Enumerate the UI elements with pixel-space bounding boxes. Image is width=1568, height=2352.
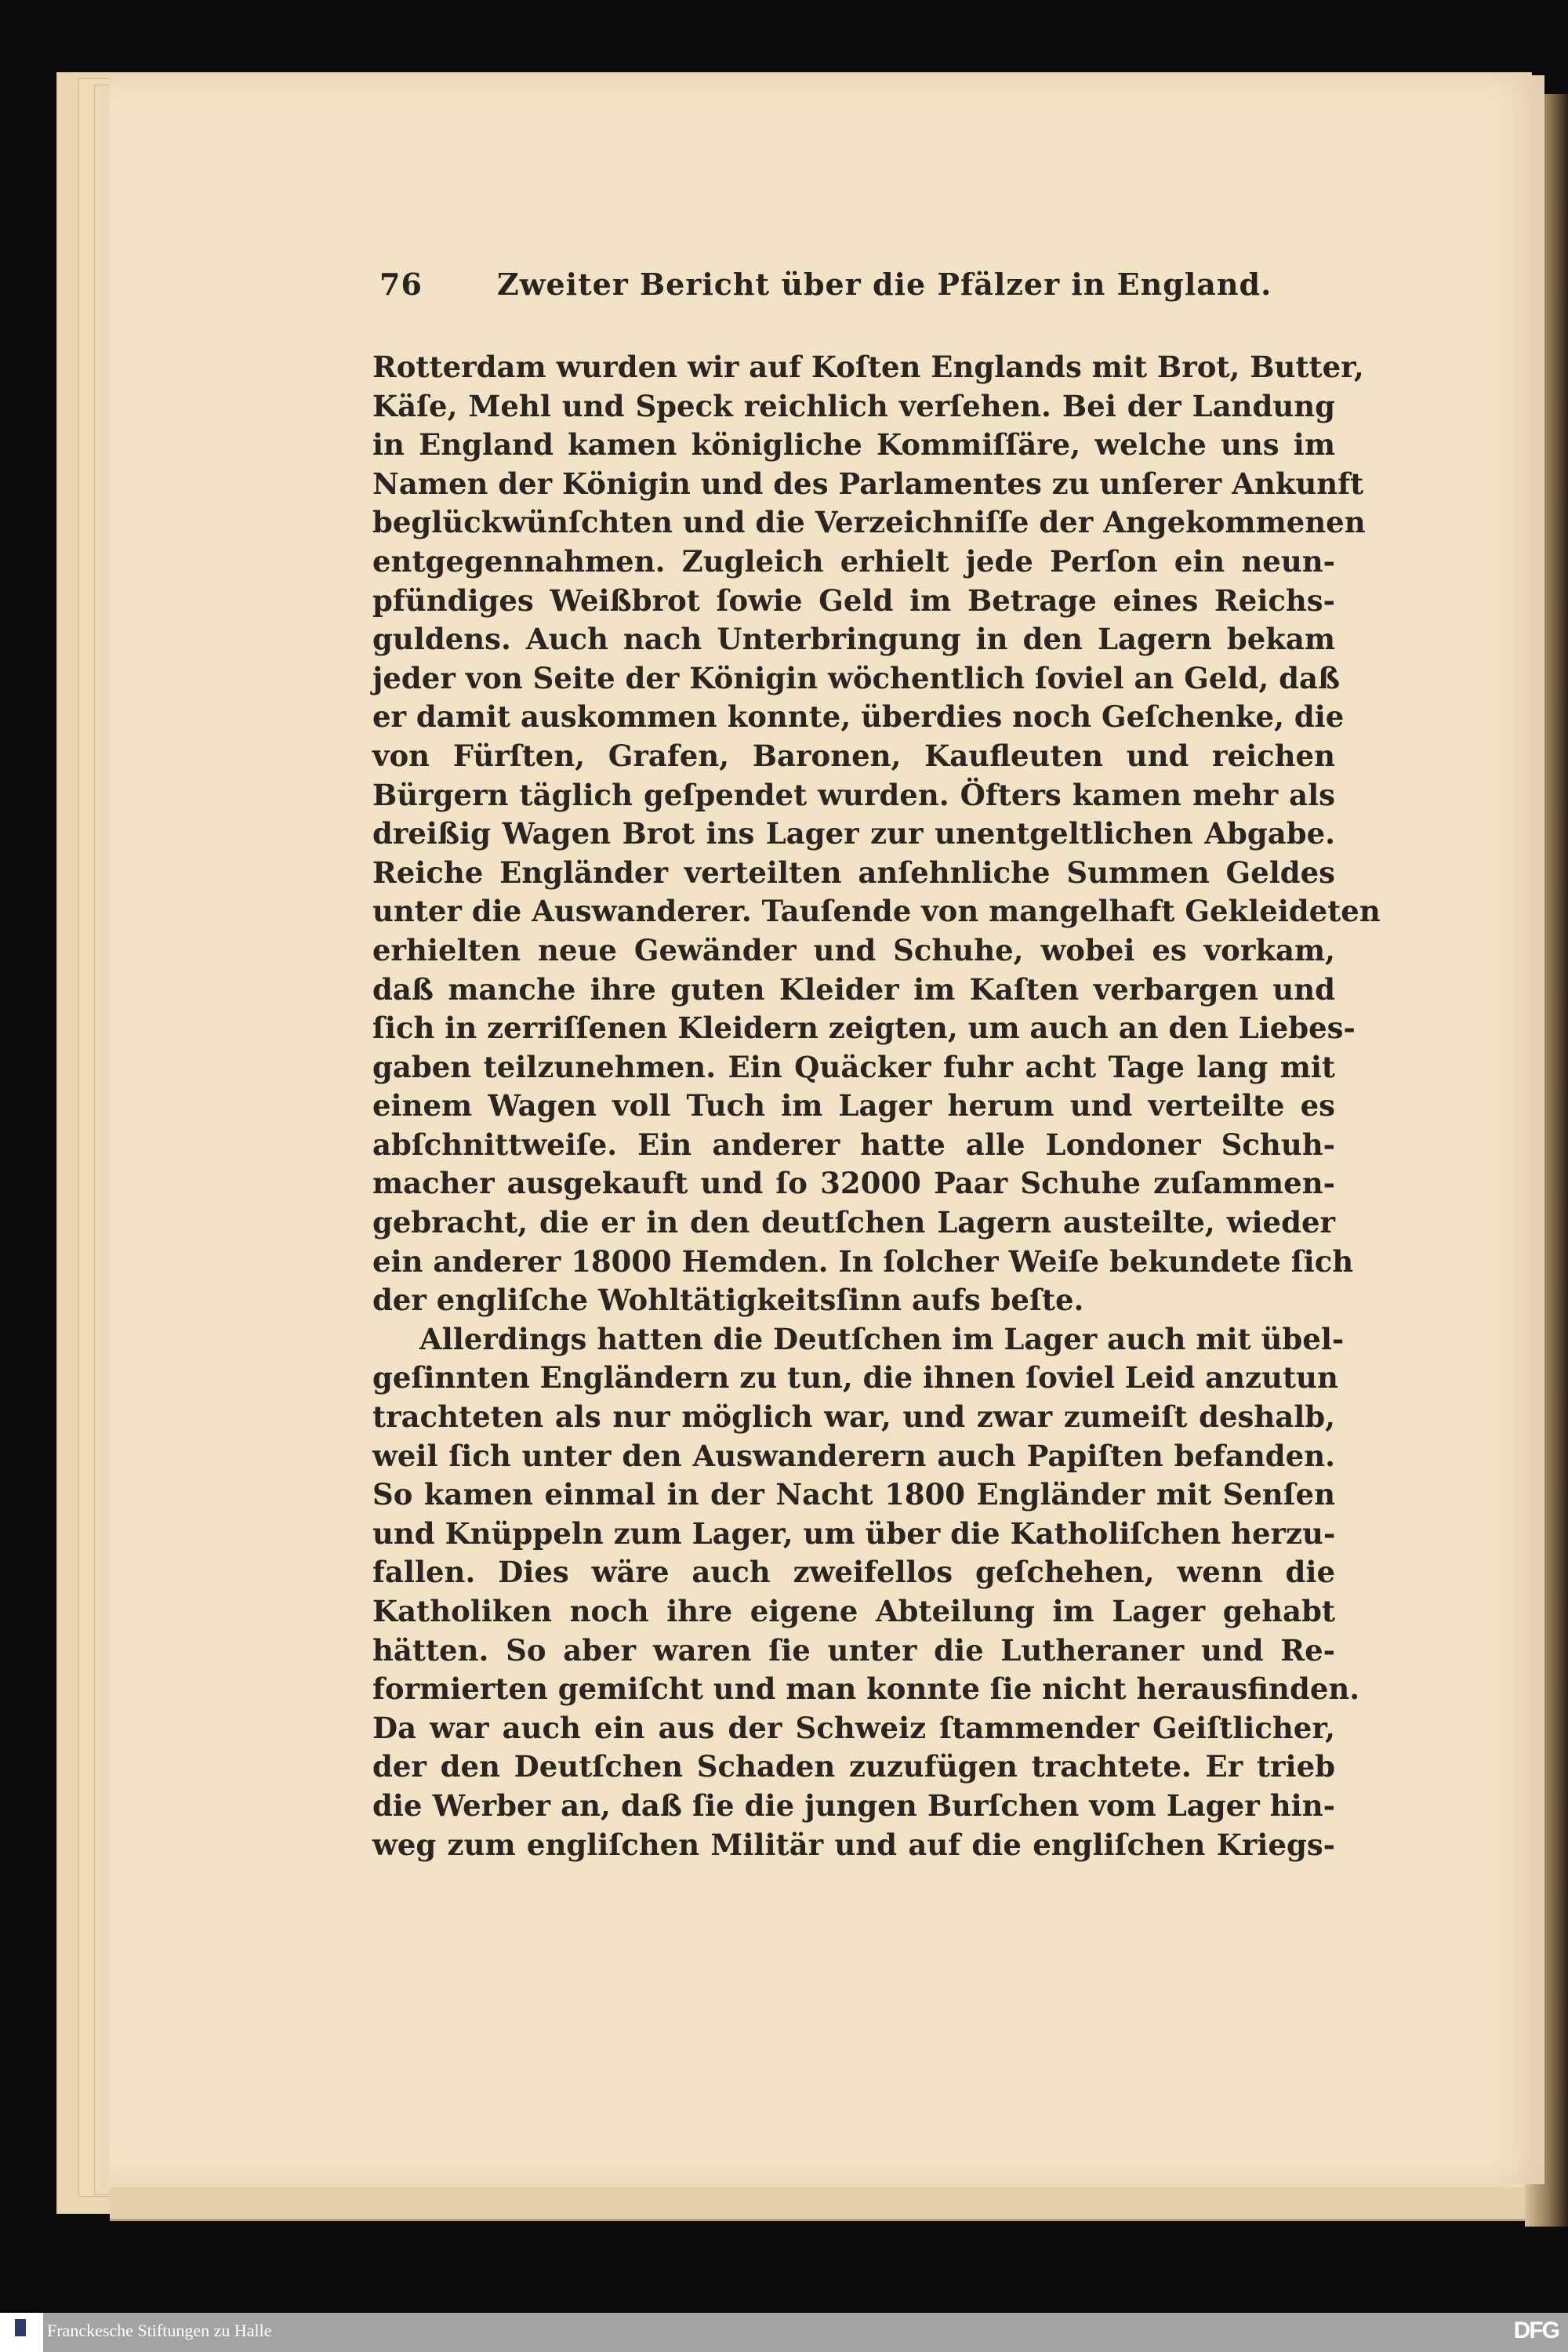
text-line: von Fürſten, Grafen, Baronen, Kaufleuten und reichen: [372, 738, 1335, 773]
text-line: ein anderer 18000 Hemden. In ſolcher Weiſe bekundete ſich: [372, 1243, 1354, 1279]
text-line: der engliſche Wohltätigkeitsſinn aufs beſte.: [372, 1283, 1084, 1318]
running-header: [379, 267, 1352, 302]
page-stack-bottom-edge: [110, 2187, 1544, 2221]
text-line: weg zum engliſchen Militär und auf die engliſchen Kriegs-: [372, 1827, 1335, 1862]
text-line: jeder von Seite der Königin wöchentlich ſoviel an Geld, daß: [372, 660, 1341, 695]
text-line: gebracht, die er in den deutſchen Lagern austeilte, wieder: [372, 1205, 1335, 1240]
text-line: So kamen einmal in der Nacht 1800 Engländer mit Senſen: [372, 1477, 1335, 1512]
text-line: die Werber an, daß ſie die jungen Burſchen vom Lager hin-: [372, 1788, 1335, 1823]
text-line: Käſe, Mehl und Speck reichlich verſehen. Bei der Landung: [372, 388, 1335, 423]
text-line: daß manche ihre guten Kleider im Kaſten verbargen und: [372, 971, 1335, 1007]
text-line: fallen. Dies wäre auch zweifellos geſchehen, wenn die: [372, 1555, 1335, 1590]
text-line: erhielten neue Gewänder und Schuhe, wobei es vorkam,: [372, 932, 1335, 967]
viewer-footer-bar: [0, 2313, 1568, 2352]
dfg-logo: DFG: [1513, 2318, 1559, 2343]
page-number: 76: [379, 267, 423, 302]
page-body-text: [372, 348, 1381, 1864]
institution-logo: [0, 2313, 43, 2352]
text-line: Bürgern täglich geſpendet wurden. Öfters kamen mehr als: [372, 777, 1335, 812]
text-line: guldens. Auch nach Unterbringung in den Lagern bekam: [372, 622, 1335, 657]
text-line: Da war auch ein aus der Schweiz ſtammender Geiſtlicher,: [372, 1710, 1335, 1745]
text-line: hätten. So aber waren ſie unter die Lutheraner und Re-: [372, 1632, 1335, 1668]
text-line: und Knüppeln zum Lager, um über die Katholiſchen herzu-: [372, 1515, 1336, 1551]
logo-figure-icon: [15, 2319, 26, 2336]
text-line: trachteten als nur möglich war, und zwar zumeiſt deshalb,: [372, 1399, 1335, 1435]
text-line: entgegennahmen. Zugleich erhielt jede Perſon ein neun-: [372, 543, 1335, 579]
text-line: geſinnten Engländern zu tun, die ihnen ſoviel Leid anzutun: [372, 1360, 1338, 1396]
text-line: Reiche Engländer verteilten anſehnliche Summen Geldes: [372, 855, 1335, 890]
text-line: in England kamen königliche Kommiſſäre, welche uns im: [372, 427, 1335, 463]
text-line: dreißig Wagen Brot ins Lager zur unentgeltlichen Abgabe.: [372, 816, 1335, 851]
text-line: macher ausgekauft und ſo 32000 Paar Schuhe zuſammen-: [372, 1166, 1335, 1201]
text-line: unter die Auswanderer. Tauſende von mangelhaft Gekleideten: [372, 894, 1381, 929]
text-line: beglückwünſchten und die Verzeichniſſe der Angekommenen: [372, 505, 1366, 540]
text-line: weil ſich unter den Auswanderern auch Papiſten befanden.: [372, 1438, 1335, 1473]
text-line: Allerdings hatten die Deutſchen im Lager auch mit übel-: [419, 1321, 1345, 1356]
text-line: pfündiges Weißbrot ſowie Geld im Betrage eines Reichs-: [372, 583, 1335, 618]
text-line: Namen der Königin und des Parlamentes zu unſerer Ankunft: [372, 466, 1364, 501]
text-line: einem Wagen voll Tuch im Lager herum und verteilte es: [372, 1088, 1335, 1123]
text-line: abſchnittweiſe. Ein anderer hatte alle Londoner Schuh-: [372, 1127, 1335, 1162]
text-line: ſich in zerriſſenen Kleidern zeigten, um auch an den Liebes-: [372, 1011, 1356, 1046]
running-title: Zweiter Bericht über die Pfälzer in England.: [497, 267, 1272, 302]
text-line: formierten gemiſcht und man konnte ſie nicht herausfinden.: [372, 1671, 1360, 1707]
text-line: gaben teilzunehmen. Ein Quäcker fuhr acht Tage lang mit: [372, 1049, 1335, 1084]
institution-name: Franckesche Stiftungen zu Halle: [47, 2321, 272, 2340]
text-line: der den Deutſchen Schaden zuzufügen trachtete. Er trieb: [372, 1749, 1335, 1784]
text-line: Katholiken noch ihre eigene Abteilung im Lager gehabt: [372, 1594, 1335, 1628]
text-line: er damit auskommen konnte, überdies noch Geſchenke, die: [372, 699, 1345, 735]
text-line: Rotterdam wurden wir auf Koſten Englands mit Brot, Butter,: [372, 350, 1364, 384]
